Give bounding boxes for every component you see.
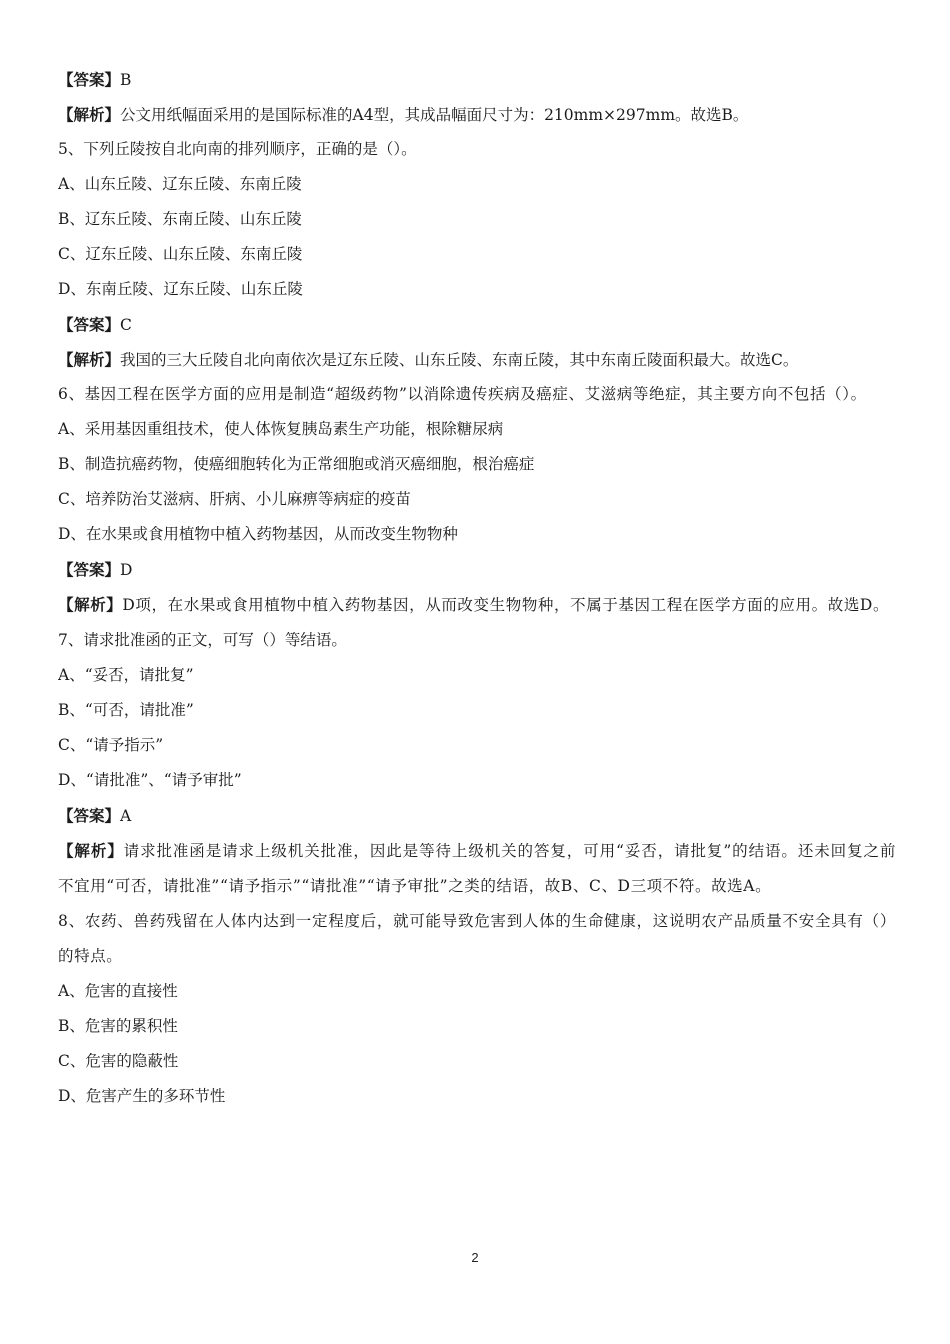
option-a: A、山东丘陵、辽东丘陵、东南丘陵 bbox=[58, 175, 302, 193]
analysis-tag: 【解析】 bbox=[58, 105, 121, 124]
option-d: D、“请批准”、“请予审批” bbox=[58, 771, 242, 789]
answer-line-q7 bbox=[58, 798, 896, 833]
analysis-line-q4 bbox=[58, 97, 896, 132]
answer-tag: 【答案】 bbox=[58, 315, 121, 334]
option-d: D、在水果或食用植物中植入药物基因，从而改变生物物种 bbox=[58, 525, 458, 543]
option-b: B、辽东丘陵、东南丘陵、山东丘陵 bbox=[58, 210, 302, 228]
option-b: B、“可否，请批准” bbox=[58, 701, 194, 719]
analysis-text: D项，在水果或食用植物中植入药物基因，从而改变生物物种，不属于基因工程在医学方面的应用。故选D。 bbox=[122, 596, 890, 614]
page-number: 2 bbox=[471, 1250, 479, 1265]
question-7: 7、请求批准函的正文，可写（）等结语。 bbox=[58, 631, 347, 649]
option-c: C、辽东丘陵、山东丘陵、东南丘陵 bbox=[58, 245, 303, 263]
answer-value: A bbox=[120, 807, 132, 825]
answer-tag: 【答案】 bbox=[58, 806, 121, 825]
answer-value: B bbox=[120, 71, 132, 89]
answer-value: C bbox=[120, 316, 132, 334]
option-b: B、制造抗癌药物，使癌细胞转化为正常细胞或消灭癌细胞，根治癌症 bbox=[58, 455, 535, 473]
analysis-text: 我国的三大丘陵自北向南依次是辽东丘陵、山东丘陵、东南丘陵，其中东南丘陵面积最大。故选C。 bbox=[120, 351, 799, 369]
analysis-text: 公文用纸幅面采用的是国际标准的A4型，其成品幅面尺寸为：210mm×297mm。故选B。 bbox=[120, 106, 749, 124]
question-8: 8、农药、兽药残留在人体内达到一定程度后，就可能导致危害到人体的生命健康，这说明农产品质量不安全具有（）的特点。 bbox=[58, 912, 896, 965]
analysis-line-q7 bbox=[58, 833, 896, 904]
option-b: B、危害的累积性 bbox=[58, 1017, 178, 1035]
analysis-line-q6 bbox=[58, 587, 896, 623]
option-d: D、东南丘陵、辽东丘陵、山东丘陵 bbox=[58, 280, 303, 298]
answer-line-q6 bbox=[58, 552, 896, 587]
option-c: C、危害的隐蔽性 bbox=[58, 1052, 179, 1070]
answer-line-q5 bbox=[58, 307, 896, 342]
answer-line-q4 bbox=[58, 62, 896, 97]
page-content bbox=[58, 62, 896, 1114]
analysis-line-q5 bbox=[58, 342, 896, 377]
answer-tag: 【答案】 bbox=[58, 70, 121, 89]
analysis-tag: 【解析】 bbox=[58, 595, 123, 614]
option-d: D、危害产生的多环节性 bbox=[58, 1087, 226, 1105]
analysis-text: 请求批准函是请求上级机关批准，因此是等待上级机关的答复，可用“妥否，请批复”的结语。还未回复之前不宜用“可否，请批准”“请予指示”“请批准”“请予审批”之类的结语，故B、C、D三项不符。故选A。 bbox=[58, 842, 896, 895]
answer-value: D bbox=[120, 561, 133, 579]
answer-tag: 【答案】 bbox=[58, 560, 121, 579]
option-a: A、“妥否，请批复” bbox=[58, 666, 194, 684]
question-6: 6、基因工程在医学方面的应用是制造“超级药物”以消除遗传疾病及癌症、艾滋病等绝症，其主要方向不包括（）。 bbox=[58, 385, 867, 403]
question-5: 5、下列丘陵按自北向南的排列顺序，正确的是（）。 bbox=[58, 140, 417, 158]
analysis-tag: 【解析】 bbox=[58, 350, 121, 369]
option-c: C、“请予指示” bbox=[58, 736, 164, 754]
option-c: C、培养防治艾滋病、肝病、小儿麻痹等病症的疫苗 bbox=[58, 490, 411, 508]
option-a: A、采用基因重组技术，使人体恢复胰岛素生产功能，根除糖尿病 bbox=[58, 420, 504, 438]
option-a: A、危害的直接性 bbox=[58, 982, 178, 1000]
analysis-tag: 【解析】 bbox=[58, 841, 124, 860]
